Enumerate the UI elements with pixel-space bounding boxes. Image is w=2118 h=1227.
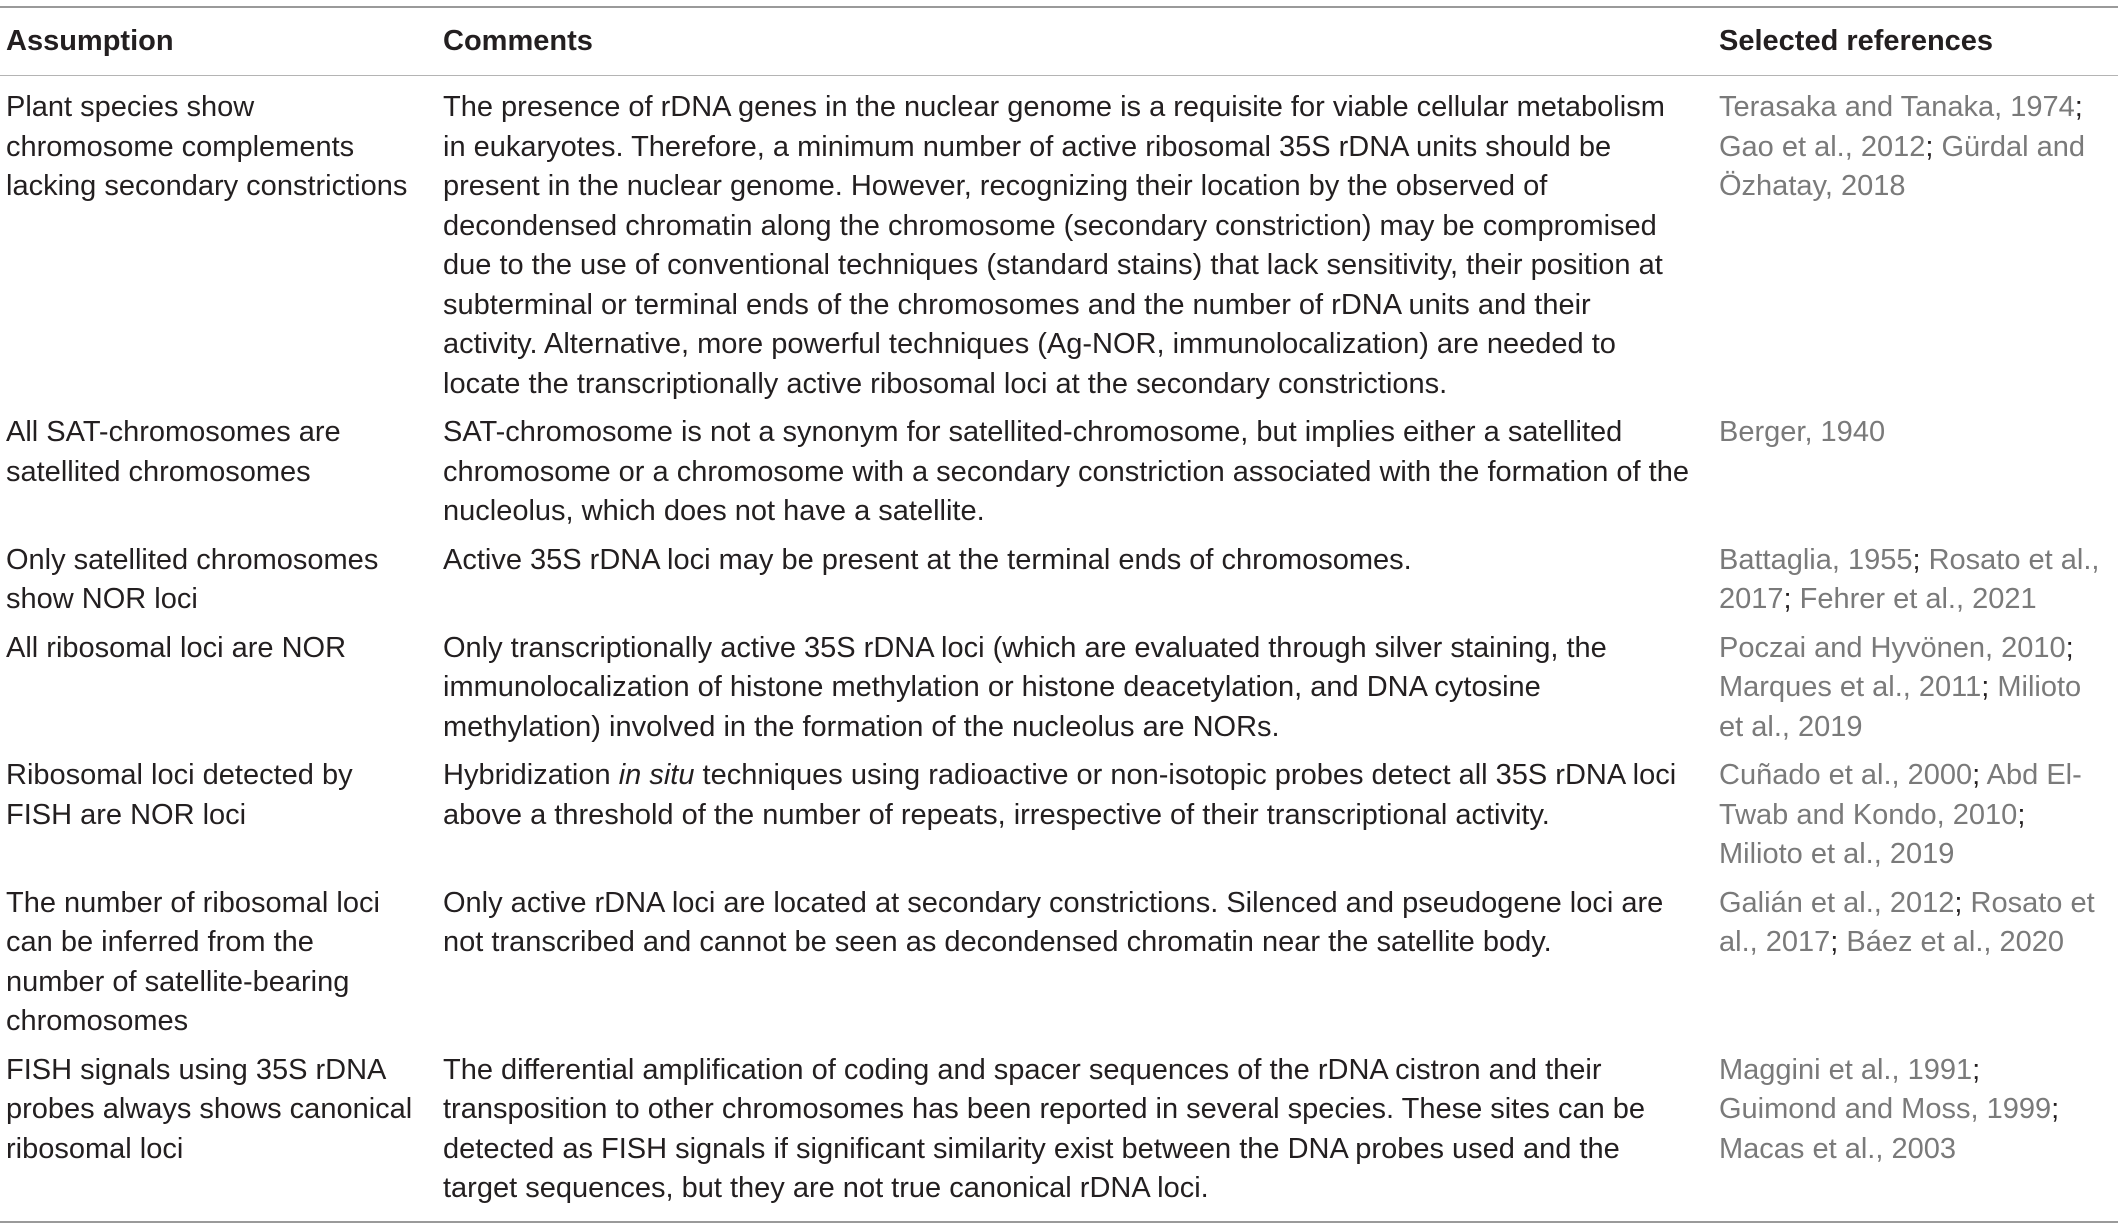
table-row	[0, 624, 2118, 752]
assumption-cell: Only satellited chromosomes show NOR loci	[6, 543, 379, 615]
references-cell: Terasaka and Tanaka, 1974; Gao et al., 2012; Gürdal and Özhatay, 2018	[1719, 91, 2085, 202]
reference-link[interactable]: Berger, 1940	[1719, 416, 1886, 448]
comments-cell: The presence of rDNA genes in the nuclear genome is a requisite for viable cellular metabolism in eukaryotes. Therefore, a minimum number of active ribosomal 35S rDNA units should be present in the nuclear genome. However, recognizing their location by the observed of decondensed chromatin along the chromosome (secondary constriction) may be compromised due to the use of conventional techniques (standard stains) that lack sensitivity, their position at subterminal or terminal ends of the chromosomes and the number of rDNA units and their activity. Alternative, more powerful techniques (Ag-NOR, immunolocalization) are needed to locate the transcriptionally active ribosomal loci at the secondary constrictions.	[443, 91, 1665, 400]
assumption-cell: FISH signals using 35S rDNA probes always shows canonical ribosomal loci	[6, 1053, 413, 1165]
comments-cell: The differential amplification of coding and spacer sequences of the rDNA cistron and their transposition to other chromosomes has been reported in several species. These sites can be detected as FISH signals if significant similarity exist between the DNA probes used and the target sequences, but they are not true canonical rDNA loci.	[443, 1053, 1646, 1204]
reference-link[interactable]: Poczai and Hyvönen, 2010	[1719, 631, 2066, 664]
table-row	[0, 536, 2118, 624]
references-cell	[1713, 408, 2118, 536]
reference-link[interactable]: Maggini et al., 1991	[1719, 1053, 1973, 1086]
table-body	[0, 76, 2118, 1222]
reference-link[interactable]: Cuñado et al., 2000	[1719, 759, 1973, 791]
reference-link[interactable]: Báez et al., 2020	[1846, 926, 2065, 958]
references-cell: Battaglia, 1955; Rosato et al., 2017; Fehrer et al., 2021	[1719, 543, 2100, 615]
reference-link[interactable]: Galián et al., 2012	[1719, 886, 1955, 919]
assumption-cell: Plant species show chromosome complements lacking secondary constrictions	[6, 91, 408, 202]
assumption-cell: Ribosomal loci detected by FISH are NOR loci	[6, 759, 353, 831]
reference-link[interactable]: Milioto et al., 2019	[1719, 671, 2082, 743]
table-row	[0, 76, 2118, 409]
comments-cell: Only active rDNA loci are located at secondary constrictions. Silenced and pseudogene loci are not transcribed and cannot be seen as decondensed chromatin near the satellite body.	[443, 886, 1664, 958]
assumption-cell: The number of ribosomal loci can be inferred from the number of satellite-bearing chromosomes	[6, 886, 380, 1037]
reference-link[interactable]: Gürdal and Özhatay, 2018	[1719, 130, 2085, 202]
references-cell: Maggini et al., 1991; Guimond and Moss, 1999; Macas et al., 2003	[1719, 1053, 2060, 1165]
references-cell: Galián et al., 2012; Rosato et al., 2017; Báez et al., 2020	[1719, 886, 2095, 958]
assumption-cell: All SAT-chromosomes are satellited chromosomes	[6, 416, 341, 488]
reference-link[interactable]: Milioto et al., 2019	[1719, 838, 1955, 870]
assumptions-table	[0, 6, 2118, 1223]
header-row	[0, 7, 2118, 76]
table-row	[0, 751, 2118, 879]
comments-italic-text: in situ	[618, 759, 695, 791]
references-cell: Cuñado et al., 2000; Abd El-Twab and Kondo, 2010; Milioto et al., 2019	[1719, 759, 2082, 870]
reference-link[interactable]: Marques et al., 2011	[1719, 671, 1982, 703]
comments-cell: Active 35S rDNA loci may be present at the terminal ends of chromosomes.	[443, 543, 1412, 576]
reference-link[interactable]: Fehrer et al., 2021	[1799, 583, 2037, 615]
assumption-cell: All ribosomal loci are NOR	[6, 631, 347, 664]
reference-link[interactable]: Battaglia, 1955	[1719, 543, 1913, 576]
header-references: Selected references	[1719, 25, 1994, 57]
reference-link[interactable]: Macas et al., 2003	[1719, 1132, 1956, 1165]
table-row	[0, 408, 2118, 536]
reference-link[interactable]: Terasaka and Tanaka, 1974	[1719, 91, 2075, 123]
table-row	[0, 879, 2118, 1046]
header-comments: Comments	[443, 25, 593, 57]
table-row	[0, 1046, 2118, 1222]
comments-text: Hybridization	[443, 759, 619, 791]
references-cell: Poczai and Hyvönen, 2010; Marques et al., 2011; Milioto et al., 2019	[1719, 631, 2082, 743]
reference-link[interactable]: Rosato et al., 2017	[1719, 543, 2100, 615]
reference-link[interactable]: Rosato et al., 2017	[1719, 886, 2095, 958]
reference-link[interactable]: Gao et al., 2012	[1719, 130, 1926, 163]
comments-cell: Only transcriptionally active 35S rDNA loci (which are evaluated through silver staining, the immunolocalization of histone methylation or histone deacetylation, and DNA cytosine methylation) involved in the formation of the nucleolus are NORs.	[443, 631, 1607, 743]
reference-link[interactable]: Abd El-Twab and Kondo, 2010	[1719, 759, 2082, 831]
assumptions-table-container	[0, 6, 2118, 1223]
header-assumption: Assumption	[6, 25, 174, 57]
comments-cell: SAT-chromosome is not a synonym for satellited-chromosome, but implies either a satellited chromosome or a chromosome with a secondary constriction associated with the formation of the nucleolus, which does not have a satellite.	[443, 416, 1689, 527]
comments-text: techniques using radioactive or non-isotopic probes detect all 35S rDNA loci above a threshold of the number of repeats, irrespective of their transcriptional activity.	[443, 759, 1677, 831]
comments-cell	[437, 751, 1713, 879]
reference-link[interactable]: Guimond and Moss, 1999	[1719, 1093, 2052, 1125]
table-header	[0, 7, 2118, 76]
